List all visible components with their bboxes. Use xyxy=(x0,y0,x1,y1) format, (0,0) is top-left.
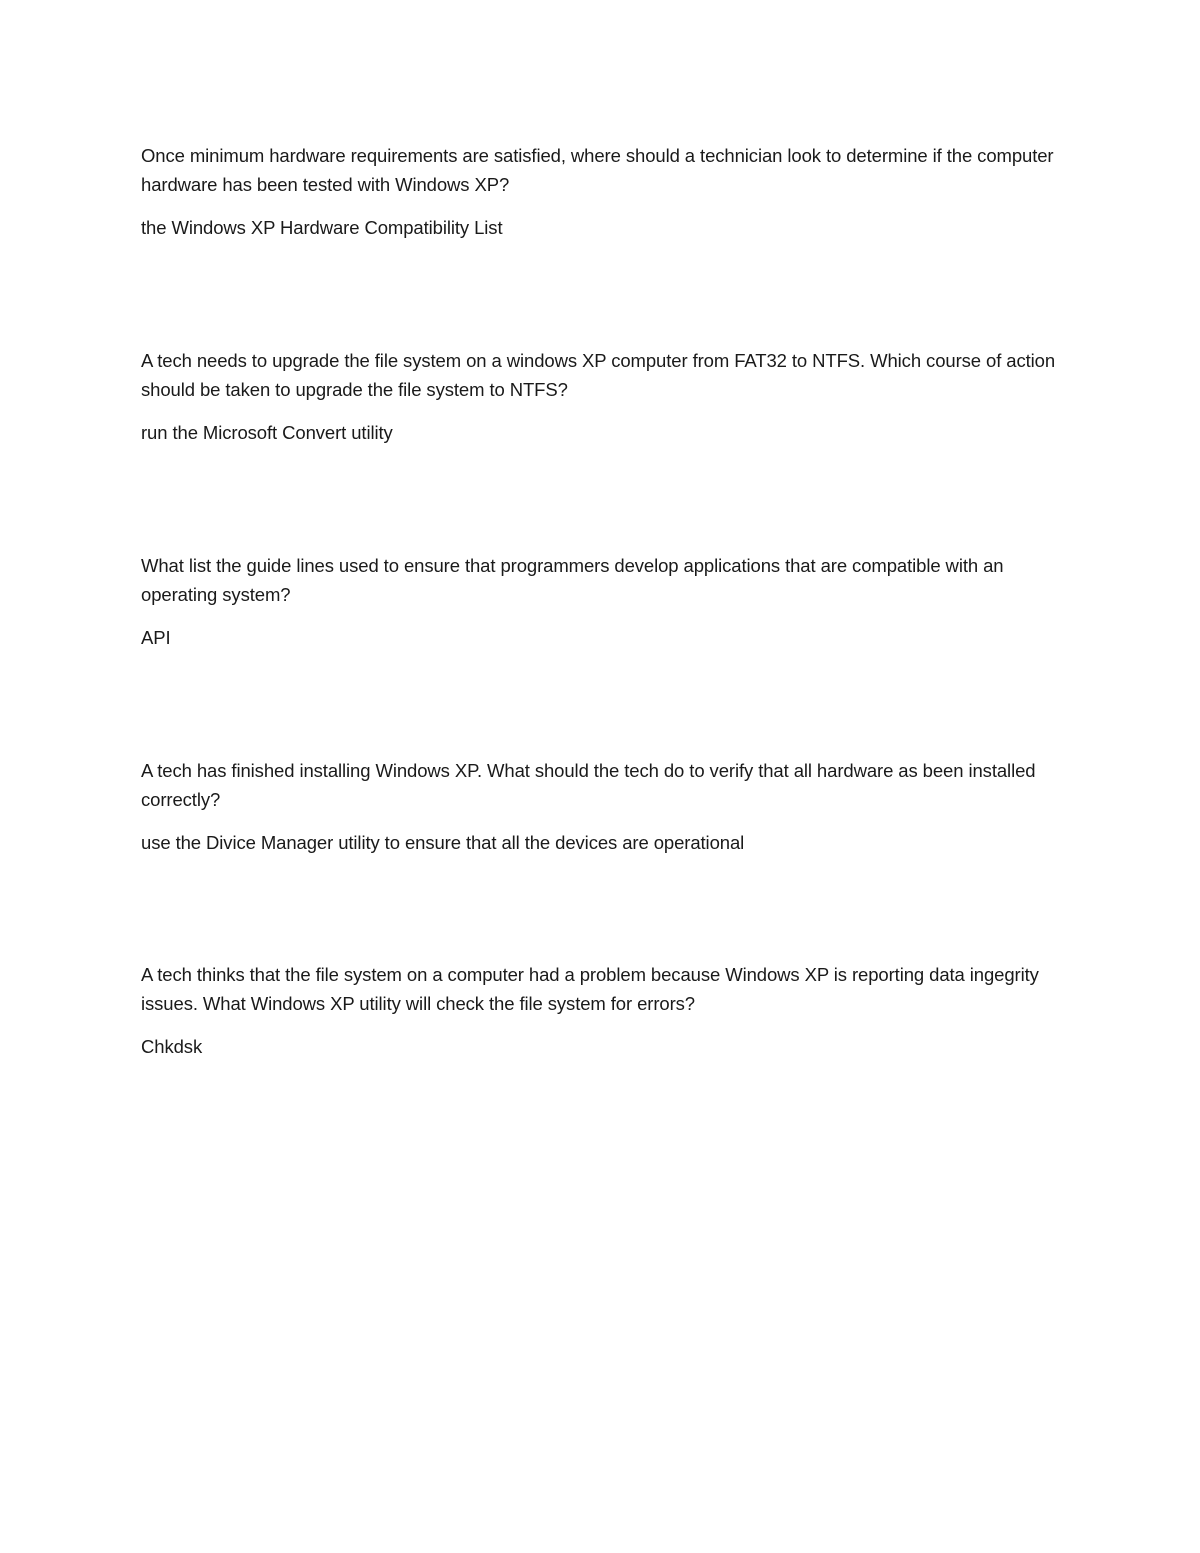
question-text: A tech needs to upgrade the file system on a windows XP computer from FAT32 to NTFS. Which course of action should be taken to upgrade the file system to NTFS? xyxy=(141,350,1056,400)
question-text: A tech has finished installing Windows XP. What should the tech do to verify that all hardware as been installed correctly? xyxy=(141,760,1036,810)
answer-text: Chkdsk xyxy=(141,1036,203,1057)
qa-block xyxy=(141,346,1061,447)
qa-block xyxy=(141,141,1061,242)
qa-block xyxy=(141,756,1061,857)
answer-text: API xyxy=(141,627,171,648)
answer-text: the Windows XP Hardware Compatibility List xyxy=(141,217,503,238)
qa-block xyxy=(141,551,1061,652)
question-text: Once minimum hardware requirements are satisfied, where should a technician look to determine if the computer hardware has been tested with Windows XP? xyxy=(141,145,1054,195)
question-text: A tech thinks that the file system on a computer had a problem because Windows XP is reporting data ingegrity issues. What Windows XP utility will check the file system for errors? xyxy=(141,964,1039,1014)
question-text: What list the guide lines used to ensure that programmers develop applications that are compatible with an operating system? xyxy=(141,555,1004,605)
qa-block xyxy=(141,960,1061,1061)
answer-text: use the Divice Manager utility to ensure that all the devices are operational xyxy=(141,832,745,853)
answer-text: run the Microsoft Convert utility xyxy=(141,422,393,443)
